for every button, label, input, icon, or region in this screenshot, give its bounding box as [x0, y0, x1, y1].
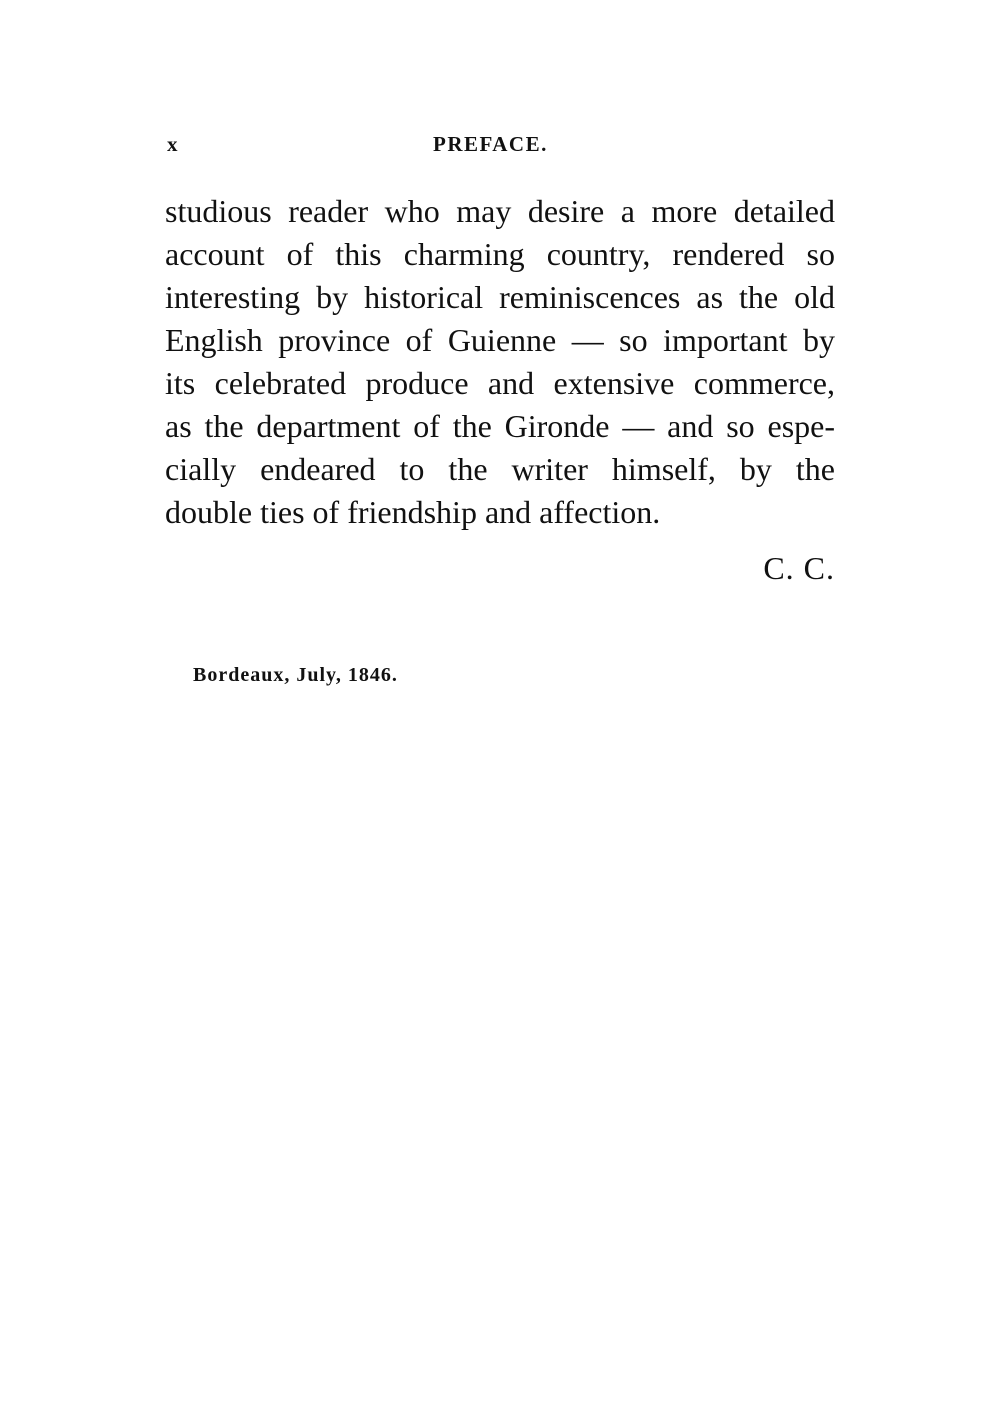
- author-signature: C. C.: [763, 550, 835, 586]
- page-header: [165, 128, 835, 162]
- running-head: PREFACE.: [433, 132, 548, 156]
- text-line: double ties of friendship and affection.: [165, 494, 661, 530]
- text-line: as the department of the Gironde — and so espe-: [165, 408, 835, 444]
- text-line: English province of Guienne — so important by: [165, 322, 835, 358]
- text-line: cially endeared to the writer himself, by the: [165, 451, 835, 487]
- page-number: x: [167, 132, 179, 156]
- text-line: studious reader who may desire a more detailed: [165, 193, 835, 229]
- text-line: its celebrated produce and extensive commerce,: [165, 365, 835, 401]
- text-line: interesting by historical reminiscences as the old: [165, 279, 835, 315]
- preface-paragraph: [165, 190, 835, 534]
- text-line: account of this charming country, rendered so: [165, 236, 835, 272]
- place-date-line: Bordeaux, July, 1846.: [193, 664, 398, 686]
